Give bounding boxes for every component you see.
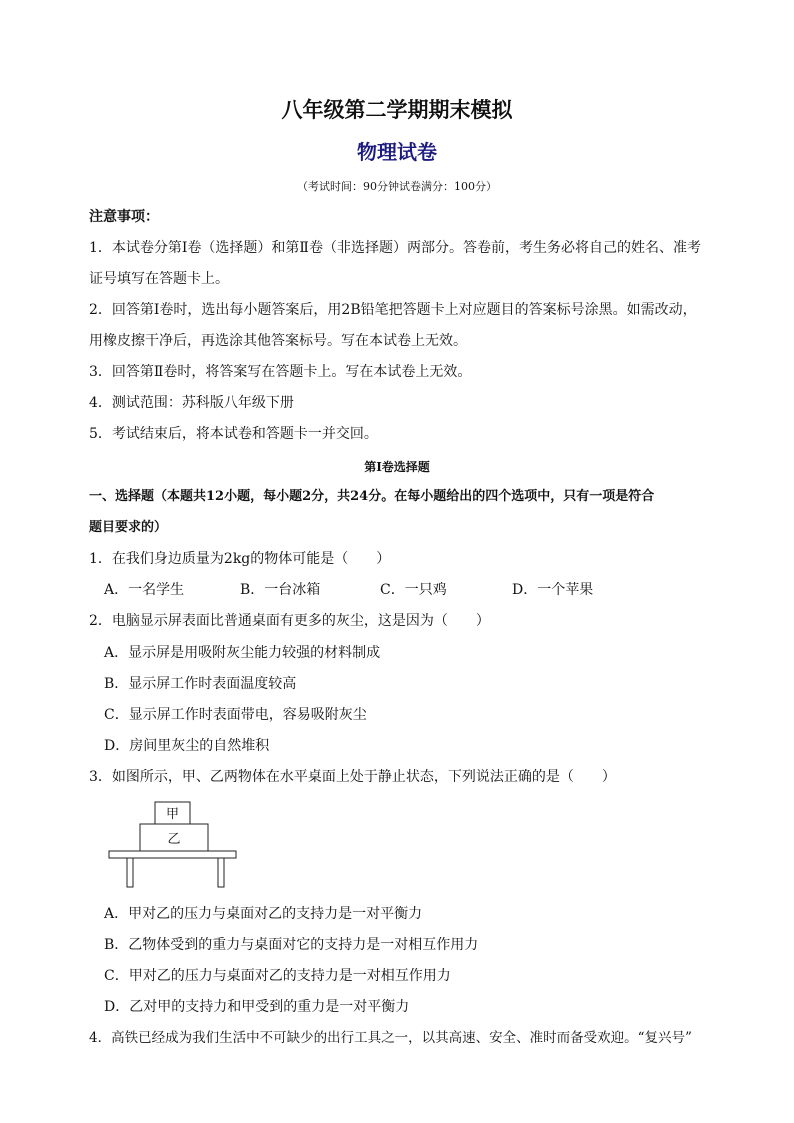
question-stem: 1．在我们身边质量为2kg的物体可能是（ ） xyxy=(89,551,391,567)
answer-option: D．乙对甲的支持力和甲受到的重力是一对平衡力 xyxy=(104,999,410,1015)
answer-option: A．一名学生 xyxy=(104,582,185,598)
exam-title: 八年级第二学期期末模拟 xyxy=(281,97,513,122)
question-stem: 2．电脑显示屏表面比普通桌面有更多的灰尘，这是因为（ ） xyxy=(89,613,490,629)
notes-line: 2．回答第Ⅰ卷时，选出每小题答案后，用2B铅笔把答题卡上对应题目的答案标号涂黑。如需改动， xyxy=(89,302,697,318)
answer-option: A．甲对乙的压力与桌面对乙的支持力是一对平衡力 xyxy=(104,906,423,922)
notes-line: 5．考试结束后，将本试卷和答题卡一并交回。 xyxy=(89,426,378,442)
answer-option: D．一个苹果 xyxy=(512,582,594,598)
section-instructions: 题目要求的） xyxy=(89,520,168,535)
table-leg-left xyxy=(127,858,133,887)
answer-option: C．显示屏工作时表面带电，容易吸附灰尘 xyxy=(104,707,367,723)
notes-line: 用橡皮擦干净后，再选涂其他答案标号。写在本试卷上无效。 xyxy=(89,333,467,349)
exam-info: （考试时间：90分钟试卷满分：100分） xyxy=(297,180,497,193)
answer-option: B．一台冰箱 xyxy=(240,582,321,598)
table-top xyxy=(109,851,236,858)
table-blocks-figure xyxy=(106,800,238,890)
notes-line: 3．回答第Ⅱ卷时，将答案写在答题卡上。写在本试卷上无效。 xyxy=(89,364,472,380)
answer-option: B．乙物体受到的重力与桌面对它的支持力是一对相互作用力 xyxy=(104,937,479,953)
table-leg-right xyxy=(218,858,224,887)
answer-option: D．房间里灰尘的自然堆积 xyxy=(104,738,270,754)
block-yi-label: 乙 xyxy=(167,832,181,847)
section-title: 第Ⅰ卷选择题 xyxy=(364,460,430,474)
notes-line: 4．测试范围：苏科版八年级下册 xyxy=(89,395,294,411)
answer-option: C．甲对乙的压力与桌面对乙的支持力是一对相互作用力 xyxy=(104,968,451,984)
subject-title: 物理试卷 xyxy=(357,140,437,164)
notes-line: 1．本试卷分第Ⅰ卷（选择题）和第Ⅱ卷（非选择题）两部分。答卷前，考生务必将自己的姓名、准考 xyxy=(89,240,701,256)
notes-heading: 注意事项： xyxy=(89,209,159,225)
block-jia-label: 甲 xyxy=(165,807,180,822)
notes-line: 证号填写在答题卡上。 xyxy=(89,271,229,287)
question-stem: 4．高铁已经成为我们生活中不可缺少的出行工具之一，以其高速、安全、准时而备受欢迎。“复兴号” xyxy=(89,1030,692,1046)
section-instructions: 一、选择题（本题共12小题，每小题2分，共24分。在每小题给出的四个选项中，只有一项是符合 xyxy=(89,489,655,504)
question-stem: 3．如图所示，甲、乙两物体在水平桌面上处于静止状态，下列说法正确的是（ ） xyxy=(89,769,616,785)
answer-option: C．一只鸡 xyxy=(380,582,447,598)
answer-option: B．显示屏工作时表面温度较高 xyxy=(104,676,297,692)
answer-option: A．显示屏是用吸附灰尘能力较强的材料制成 xyxy=(104,645,381,661)
